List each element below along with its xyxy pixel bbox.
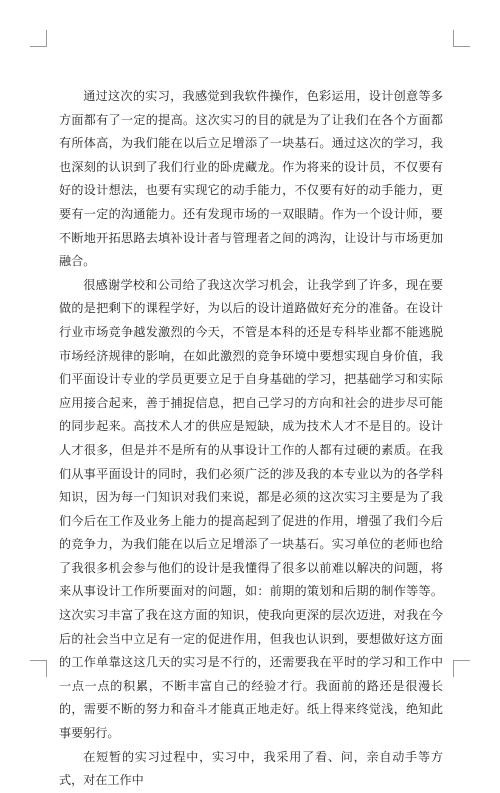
- crop-mark-top-right: [453, 30, 470, 47]
- crop-mark-bottom-left: [30, 660, 47, 677]
- document-body: [59, 85, 443, 793]
- paragraph-1: 通过这次的实习，我感觉到我软件操作，色彩运用，设计创意等多方面都有了一定的提高。这次实习的目的就是为了让我们在各个方面都有所体高，为我们能在以后立足增添了一块基石。通过这次的学习，我也深刻的认识到了我们行业的卧虎藏龙。作为将来的设计员，不仅要有好的设计想法，也要有实现它的动手能力，不仅要有好的动手能力，更要有一定的沟通能力。还有发现市场的一双眼睛。作为一个设计师，要不断地开拓思路去填补设计者与管理者之间的鸿沟，让设计与市场更加融合。: [59, 89, 443, 269]
- paragraph-2: 很感谢学校和公司给了我这次学习机会，让我学到了许多，现在要做的是把剩下的课程学好，为以后的设计道路做好充分的准备。在设计行业市场竞争越发激烈的今天，不管是本科的还是专科毕业都不能逃脱市场经济规律的影响，在如此激烈的竞争环境中要想实现自身价值，我们平面设计专业的学员更要立足于自身基础的学习，把基础学习和实际应用接合起来，善于捕捉信息，把自己学习的方向和社会的进步尽可能的同步起来。高技术人才的供应是短缺，成为技术人才不是目的。设计人才很多，但是并不是所有的从事设计工作的人都有过硬的素质。在我们从事平面设计的同时，我们必须广泛的涉及我的本专业以为的各学科知识，因为每一门知识对我们来说，都是必须的这次实习主要是为了我们今后在工作及业务上能力的提高起到了促进的作用，增强了我们今后的竞争力，为我们能在以后立足增添了一块基石。实习单位的老师也给了我很多机会参与他们的设计是我懂得了很多以前难以解决的问题，将来从事设计工作所要面对的问题，如：前期的策划和后期的制作等等。这次实习丰富了我在这方面的知识，使我向更深的层次迈进，对我在今后的社会当中立足有一定的促进作用，但我也认识到，要想做好这方面的工作单靠这这几天的实习是不行的，还需要我在平时的学习和工作中一点一点的积累，不断丰富自己的经验才行。我面前的路还是很漫长的，需要不断的努力和奋斗才能真正地走好。纸上得来终觉浅，绝知此事要躬行。: [59, 277, 443, 741]
- crop-mark-bottom-right: [453, 660, 470, 677]
- paragraph-3: 在短暂的实习过程中，实习中，我采用了看、问，亲自动手等方式，对在工作中: [59, 749, 443, 788]
- crop-mark-top-left: [30, 30, 47, 47]
